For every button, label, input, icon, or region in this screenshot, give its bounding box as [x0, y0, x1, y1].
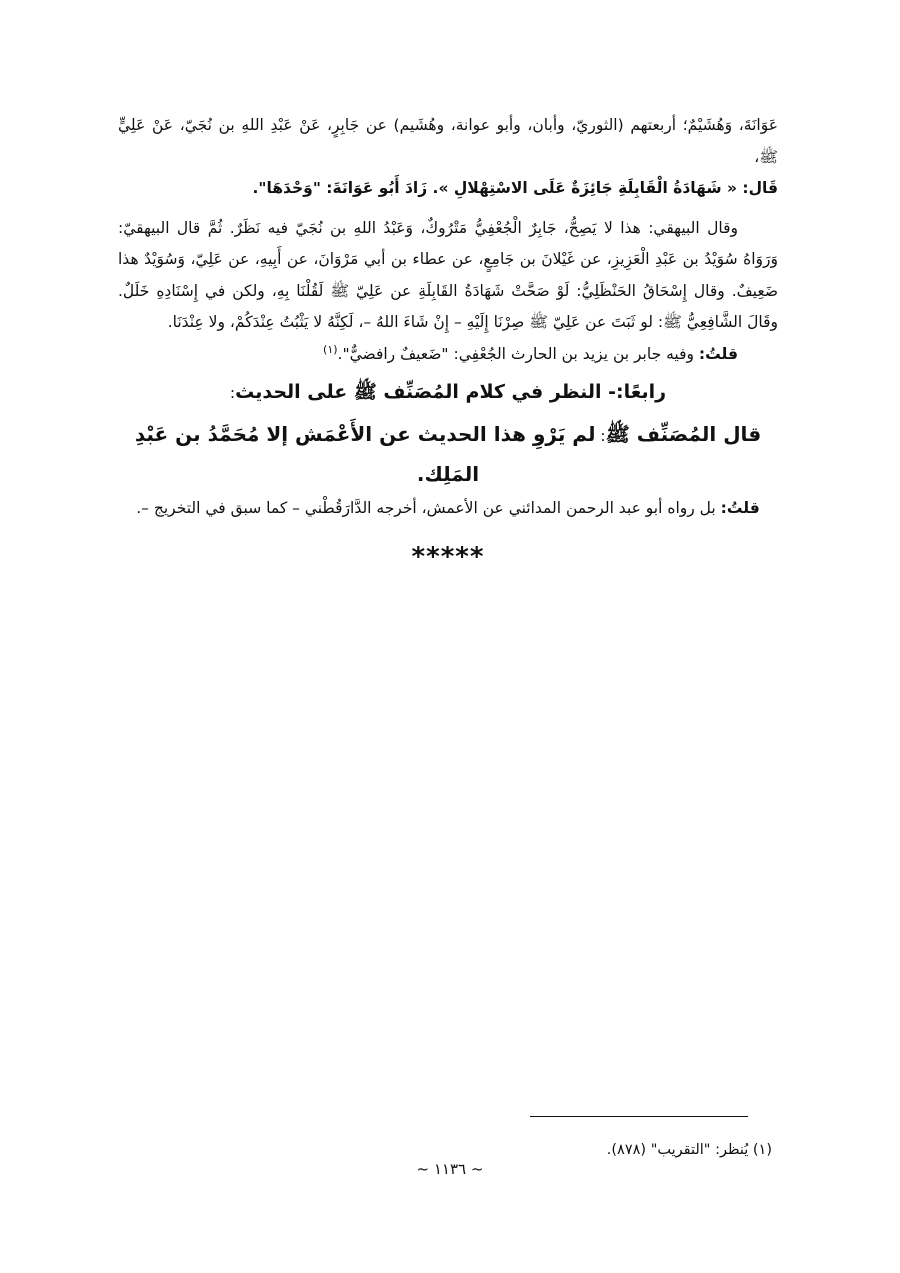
- footnote-ref[interactable]: (١): [323, 342, 338, 356]
- author-statement-intro: قال المُصَنِّف ﷺ: [605, 422, 762, 446]
- author-statement: [118, 415, 778, 493]
- section-heading: [118, 374, 778, 411]
- paragraph-4-text: بل رواه أبو عبد الرحمن المدائني عن الأعمش، أخرجه الدَّارَقُطْني – كما سبق في التخريج –.: [136, 499, 721, 517]
- paragraph-1-line-2: قَال: « شَهَادَةُ الْقَابِلَةِ جَائِزَةٌ عَلَى الاسْتِهْلالِ ». زَادَ أَبُو عَوَانَةَ: "وَحْدَهَا".: [252, 179, 778, 197]
- paragraph-1: [118, 110, 778, 205]
- paragraph-3-text: وفيه جابر بن يزيد بن الحارث الجُعْفِي: "ضَعيفٌ رافضيٌّ".: [337, 344, 699, 363]
- author-statement-colon: :: [595, 427, 606, 445]
- footnote-divider: [530, 1116, 748, 1117]
- paragraph-2: وقال البيهقي: هذا لا يَصِحُّ، جَابِرٌ الْجُعْفِيُّ مَتْرُوكٌ، وَعَبْدُ اللهِ بن نُجَيّ فيه نَظَرٌ. ثُمَّ قال البيهقيّ: وَرَوَاهُ سُوَيْدُ بن عَبْدِ الْعَزِيزِ، عن غَيْلانَ بن جَامِعٍ، عن عطاء بن أبي مَرْوَانَ، عن أَبِيهِ، عن عَلِيّ، وَسُوَيْدٌ هذا ضَعِيفٌ. وقال إِسْحَاقُ الحَنْظَلِيُّ: لَوْ صَحَّتْ شَهَادَةُ القَابِلَةِ عن عَلِيّ ﷺ لَقُلْنَا بِهِ، ولكن في إِسْنَادِهِ خَلَلٌ. وقَالَ الشَّافِعِيُّ ﷺ: لو ثَبَتَ عن عَلِيّ ﷺ صِرْنَا إِلَيْهِ – إِنْ شَاءَ اللهُ –، لَكِنَّهُ لا يَثْبُتُ عِنْدَكُمْ، ولا عِنْدَنَا.: [118, 218, 778, 331]
- author-statement-text: لم يَرْوِ هذا الحديث عن الأَعْمَش إلا مُحَمَّدُ بن عَبْدِ المَلِك: [134, 422, 596, 486]
- paragraph-4: [118, 493, 778, 524]
- author-statement-end: .: [416, 462, 425, 486]
- page-body: [118, 110, 778, 572]
- page-number: ~ ١١٣٦ ~: [416, 1160, 484, 1178]
- paragraph-4-label: قلتُ:: [720, 499, 760, 517]
- paragraph-3: [118, 339, 778, 371]
- paragraph-1-line-1: عَوَانَةَ، وَهُشَيْمٌ؛ أربعتهم (الثوريّ، وأبان، وأبو عوانة، وهُشَيم) عن جَابِرٍ، عَنْ عَبْدِ اللهِ بن نُجَيّ، عَنْ عَلِيٍّ ﷺ،: [118, 116, 778, 166]
- section-heading-colon: :: [229, 384, 236, 402]
- section-heading-text: رابعًا:- النظر في كلام المُصَنِّف ﷺ على الحديث: [235, 381, 667, 403]
- section-separator-stars: *****: [411, 542, 485, 572]
- paragraph-3-label: قلتُ:: [698, 344, 738, 363]
- footnote: (١) يُنظر: "التقريب" (٨٧٨).: [606, 1142, 772, 1158]
